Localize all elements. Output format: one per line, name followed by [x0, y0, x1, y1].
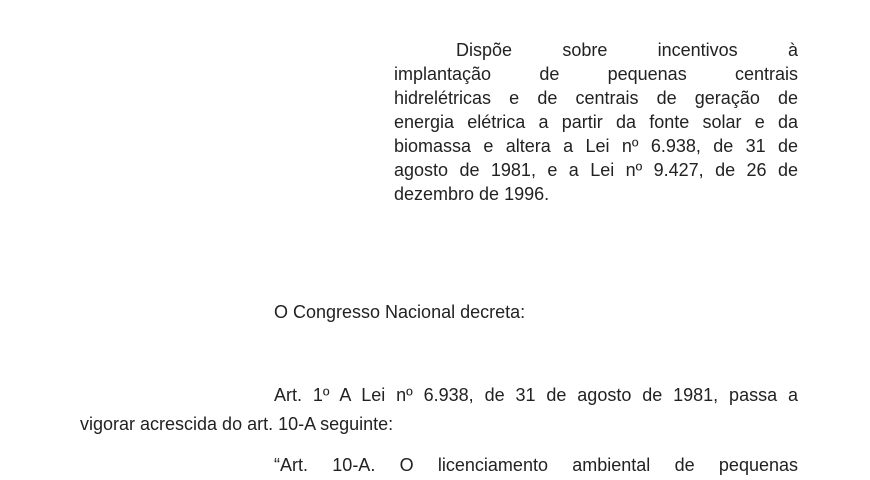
article-1 [80, 381, 798, 439]
bill-summary [394, 38, 798, 206]
summary-line: biomassa e altera a Lei nº 6.938, de 31 de [394, 136, 798, 156]
summary-line: agosto de 1981, e a Lei nº 9.427, de 26 de [394, 160, 798, 180]
quoted-article-10a: “Art. 10-A. O licenciamento ambiental de pequenas [274, 455, 798, 475]
summary-line: implantação de pequenas centrais [394, 64, 798, 84]
summary-line: energia elétrica a partir da fonte solar e da [394, 112, 798, 132]
enacting-clause: O Congresso Nacional decreta: [274, 302, 526, 322]
summary-line: Dispõe sobre incentivos à [456, 40, 798, 60]
summary-line: hidrelétricas e de centrais de geração de [394, 88, 798, 108]
article-1-line: vigorar acrescida do art. 10-A seguinte: [80, 414, 394, 434]
summary-line: dezembro de 1996. [394, 184, 550, 204]
article-1-line: Art. 1º A Lei nº 6.938, de 31 de agosto de 1981, passa a [274, 385, 798, 405]
